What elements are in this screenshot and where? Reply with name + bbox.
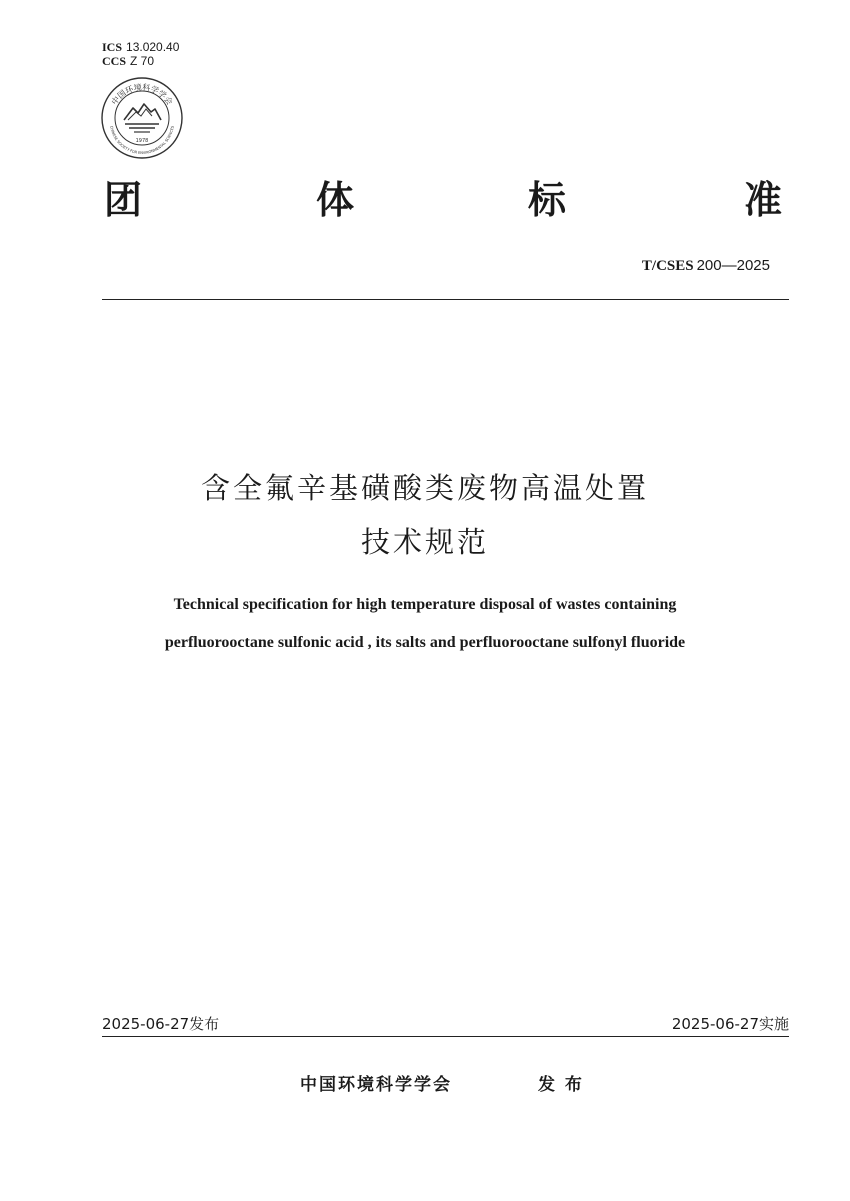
publish-date: 2025-06-27发布: [102, 1015, 220, 1033]
implement-date: 2025-06-27实施: [671, 1015, 789, 1033]
standard-prefix: T/CSES: [641, 258, 694, 274]
heading-char-biao: 标: [528, 178, 567, 222]
ccs-label: CCS: [102, 54, 127, 68]
title-cn-line2: 技术规范: [360, 525, 489, 559]
society-seal-logo: [100, 76, 184, 160]
standard-code: 200—2025: [696, 257, 770, 274]
publisher-action: 发 布: [538, 1075, 584, 1095]
publisher-org: 中国环境科学学会: [300, 1075, 452, 1095]
ccs-value: Z 70: [130, 54, 155, 68]
seal-year: 1978: [135, 138, 149, 144]
heading-char-ti: 体: [316, 178, 355, 222]
top-divider: [102, 299, 789, 300]
title-cn-line1: 含全氟辛基磺酸类废物高温处置: [200, 471, 649, 505]
title-en-line1: Technical specification for high temperature disposal of wastes containing: [173, 596, 677, 613]
bottom-divider: [102, 1036, 789, 1037]
ics-code: [102, 40, 179, 54]
mountain-icon: [124, 104, 161, 120]
standard-number: [642, 256, 770, 275]
heading-char-zhun: 准: [744, 178, 783, 222]
title-en-line2: perfluorooctane sulfonic acid , its salts and perfluorooctane sulfonyl fluoride: [164, 634, 686, 651]
classification-codes: [102, 40, 179, 68]
heading-char-tuan: 团: [104, 178, 143, 222]
ccs-code: [102, 54, 179, 68]
seal-ring-text-en: CHINESE SOCIETY FOR ENVIRONMENTAL SCIENCES: [109, 125, 175, 156]
ics-value: 13.020.40: [126, 40, 180, 54]
ics-label: ICS: [102, 40, 123, 54]
seal-ring-text-cn: 中国环境科学学会: [109, 82, 175, 107]
